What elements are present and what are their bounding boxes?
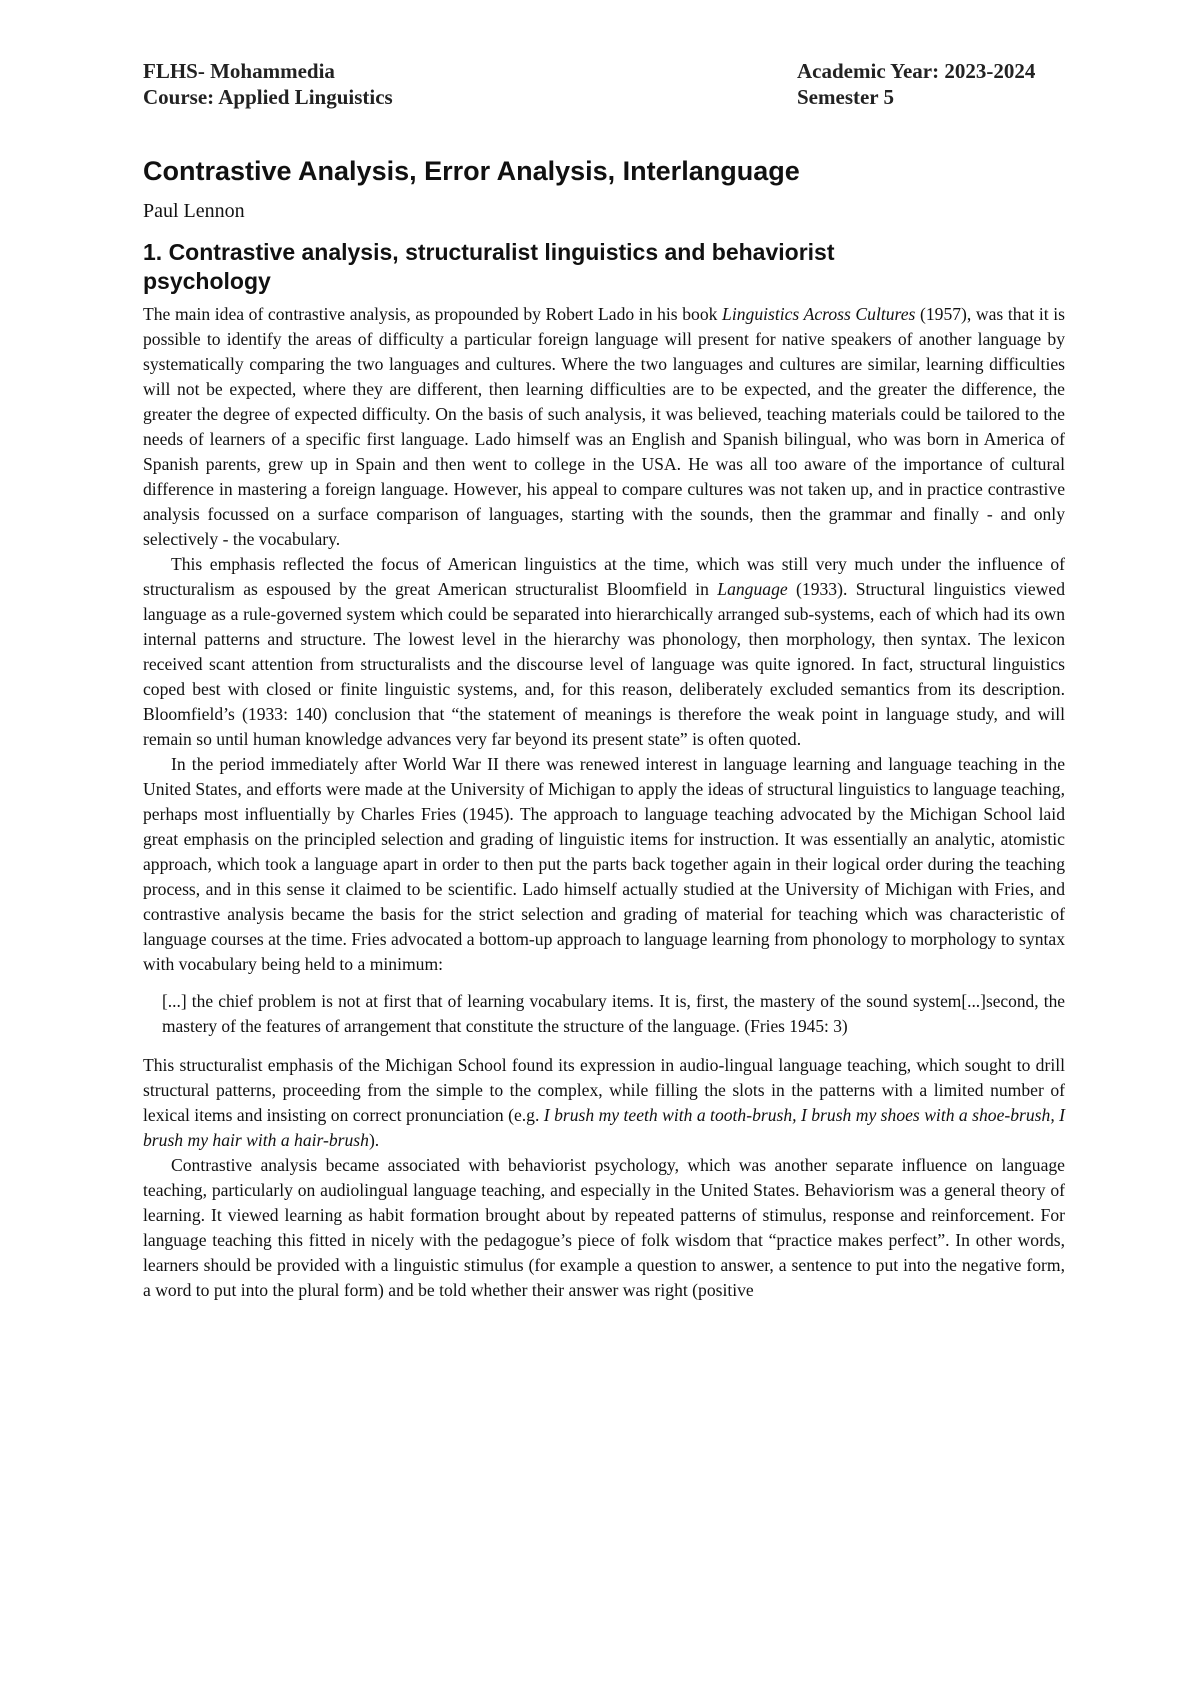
course-name: Course: Applied Linguistics [143, 85, 393, 109]
paragraph-text: ). [368, 1130, 380, 1150]
document-header [143, 58, 1065, 110]
paragraph-5: Contrastive analysis became associated with behaviorist psychology, which was another separate influence on language teaching, particularly on audiolingual language teaching, and especially in the United States. Behaviorism was a general theory of learning. It viewed learning as habit formation brought about by repeated patterns of stimulus, response and reinforcement. For language teaching this fitted in nicely with the pedagogue’s piece of folk wisdom that “practice makes perfect”. In other words, learners should be provided with a linguistic stimulus (for example a question to answer, a sentence to put into the negative form, a word to put into the plural form) and be told whether their answer was right (positive [143, 1155, 1065, 1300]
paragraph-3: In the period immediately after World War II there was renewed interest in language learning and language teaching in the United States, and efforts were made at the University of Michigan to apply the ideas of structural linguistics to language teaching, perhaps most influentially by Charles Fries (1945). The approach to language teaching advocated by the Michigan School laid great emphasis on the principled selection and grading of linguistic items for instruction. It was essentially an analytic, atomistic approach, which took a language apart in order to then put the parts back together again in their logical order during the teaching process, and in this sense it claimed to be scientific. Lado himself actually studied at the University of Michigan with Fries, and contrastive analysis became the basis for the strict selection and grading of material for teaching which was characteristic of language courses at the time. Fries advocated a bottom-up approach to language learning from phonology to morphology to syntax with vocabulary being held to a minimum: [143, 754, 1065, 974]
institution-name: FLHS- Mohammedia [143, 59, 335, 83]
paragraph-text: The main idea of contrastive analysis, as propounded by Robert Lado in his book [143, 304, 723, 324]
semester: Semester 5 [797, 85, 894, 109]
section-heading: 1. Contrastive analysis, structuralist linguistics and behaviorist psychology [143, 239, 835, 294]
author-name: Paul Lennon [143, 200, 245, 222]
academic-year: Academic Year: 2023-2024 [797, 59, 1036, 83]
paragraph-text: This emphasis reflected the focus of American linguistics at the time, which was still very much under the influence of structuralism as espoused by the great American structuralist Bloomfield in [143, 554, 1065, 599]
paragraph-text: (1933). Structural linguistics viewed language as a rule-governed system which could be separated into hierarchically arranged sub-systems, each of which had its own internal patterns and structure. The lowest level in the hierarchy was phonology, then morphology, then syntax. The lexicon received scant attention from structuralists and the discourse level of language was quite ignored. In fact, structural linguistics coped best with closed or finite linguistic systems, and, for this reason, deliberately excluded semantics from its description. Bloomfield’s (1933: 140) conclusion that “the statement of meanings is therefore the weak point in language study, and will remain so until human knowledge advances very far beyond its present state” is often quoted. [143, 579, 1065, 749]
section-body [143, 302, 1065, 977]
book-title: Linguistics Across Cultures [722, 304, 916, 324]
header-right [797, 58, 1065, 110]
document-title: Contrastive Analysis, Error Analysis, Interlanguage [143, 156, 800, 186]
header-left [143, 58, 393, 110]
document-page [143, 58, 1065, 1303]
paragraph-text: (1957), was that it is possible to identify the areas of difficulty a particular foreign language will present for native speakers of another language by systematically comparing the two languages and cultures. Where the two languages and cultures are similar, learning difficulties will not be expected, where they are different, then learning difficulties are to be expected, and the greater the difference, the greater the degree of expected difficulty. On the basis of such analysis, it was believed, teaching materials could be tailored to the needs of learners of a specific first language. Lado himself was an English and Spanish bilingual, who was born in America of Spanish parents, grew up in Spain and then went to college in the USA. He was all too aware of the importance of cultural difference in mastering a foreign language. However, his appeal to compare cultures was not taken up, and in practice contrastive analysis focussed on a surface comparison of languages, starting with the sounds, then the grammar and finally - and only selectively - the vocabulary. [143, 304, 1065, 549]
section-body-continued [143, 1053, 1065, 1303]
paragraph-text: This structuralist emphasis of the Michigan School found its expression in audio-lingual language teaching, which sought to drill structural patterns, proceeding from the simple to the complex, while filling the slots in the patterns with a limited number of lexical items and insisting on correct pronunciation (e.g. [143, 1055, 1065, 1125]
book-title: Language [717, 579, 788, 599]
paragraph-4 [143, 1053, 1065, 1153]
paragraph-1 [143, 302, 1065, 552]
block-quote: [...] the chief problem is not at first that of learning vocabulary items. It is, first, the mastery of the sound system[...]second, the mastery of the features of arrangement that constitute the structure of the language. (Fries 1945: 3) [162, 991, 1065, 1036]
paragraph-2 [143, 552, 1065, 752]
example-sentences: I brush my teeth with a tooth-brush, I brush my shoes with a shoe-brush, I brush my hair with a hair-brush [143, 1105, 1066, 1150]
